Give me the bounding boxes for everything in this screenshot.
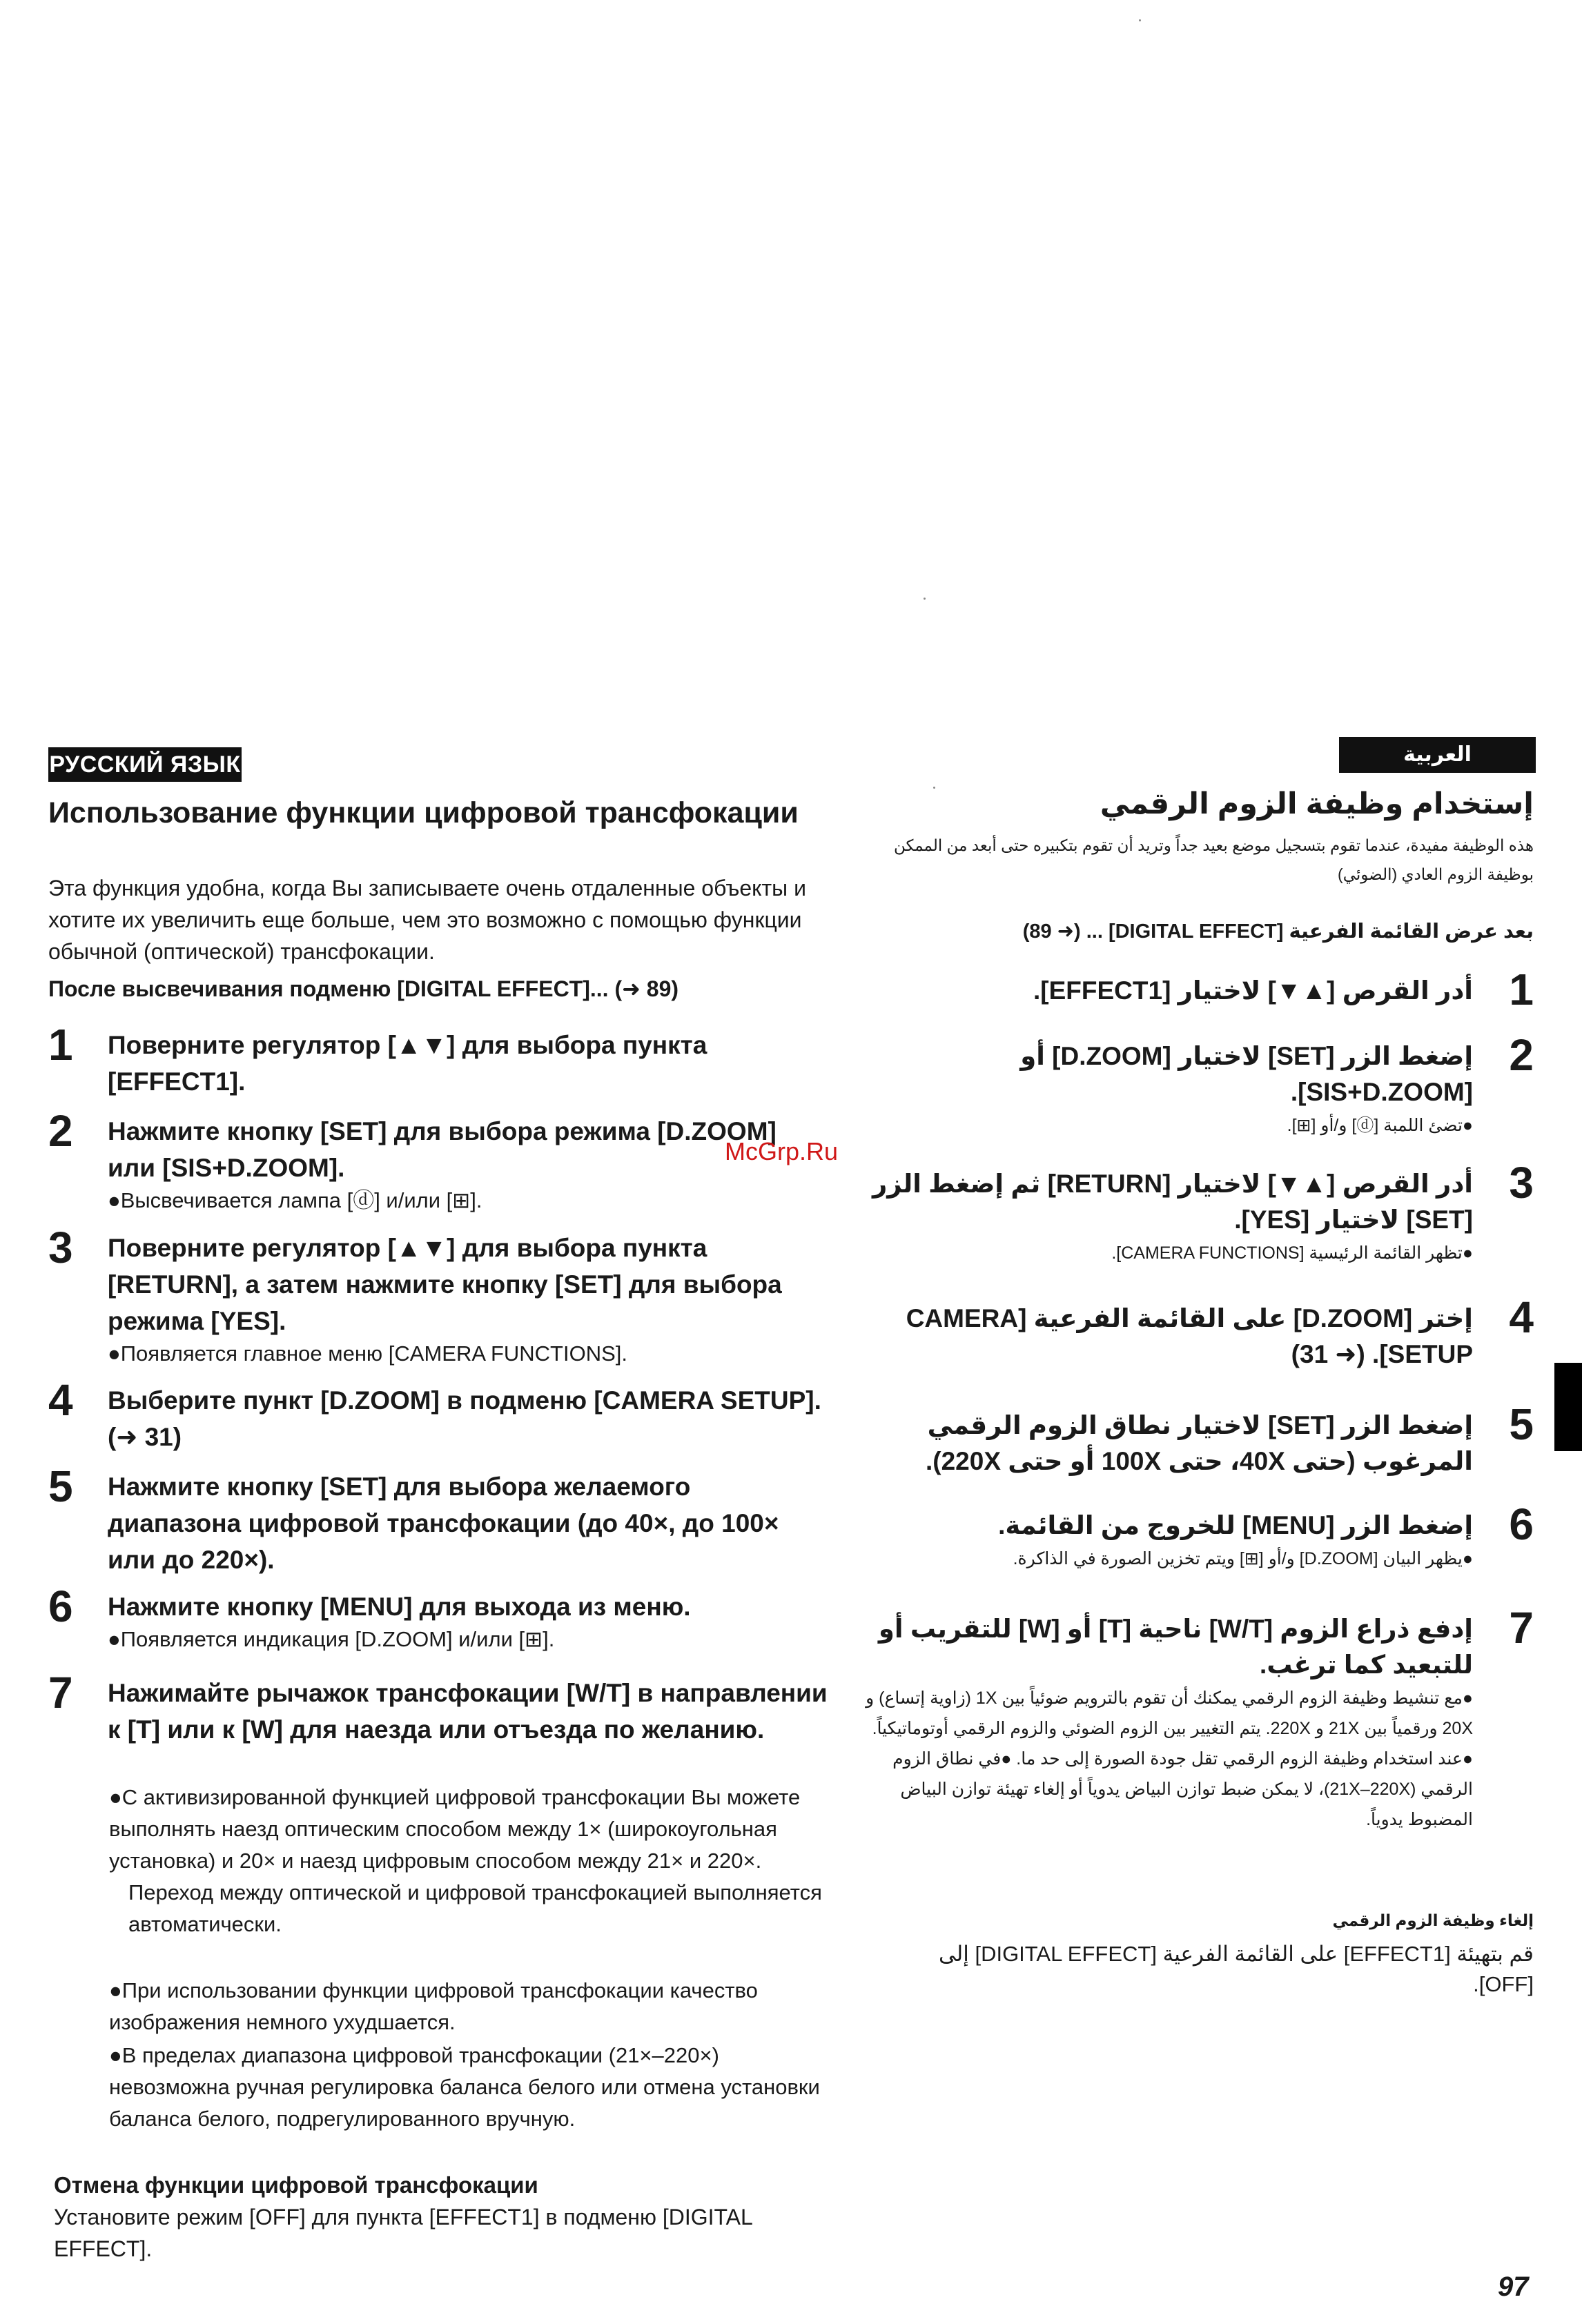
- russian-bullet-3: [109, 2040, 834, 2135]
- section-edge-tab: [1554, 1363, 1582, 1451]
- arabic-step-5: [843, 1399, 1534, 1479]
- arabic-step-1: [843, 965, 1534, 1014]
- step-note: ●Высвечивается лампа [ⓓ] и/или [⊞].: [108, 1188, 482, 1212]
- step-text: Нажмите кнопку [SET] для выбора режима [D.ZOOM] или [SIS+D.ZOOM].: [108, 1117, 777, 1182]
- scan-speck: [924, 598, 926, 600]
- step-text: Нажмите кнопку [SET] для выбора желаемого диапазона цифровой трансфокации (до 40×, до 100× или до 220×).: [108, 1473, 779, 1574]
- arabic-step-2: [843, 1030, 1534, 1141]
- page-number: 97: [1498, 2272, 1529, 2302]
- step-number: 6: [48, 1582, 73, 1631]
- russian-step-2: [48, 1106, 828, 1215]
- step-number: 2: [1509, 1030, 1534, 1080]
- step-number: 7: [1509, 1603, 1534, 1653]
- russian-step-5: [48, 1461, 828, 1578]
- step-text: Поверните регулятор [▲▼] для выбора пункта [RETURN], а затем нажмите кнопку [SET] для выбора режима [YES].: [108, 1234, 782, 1335]
- step-text: إضغط الزر [SET] لاختيار نطاق الزوم الرقمي المرغوب (حتى 40X، حتى 100X أو حتى 220X).: [926, 1411, 1473, 1475]
- step-text: Нажимайте рычажок трансфокации [W/T] в направлении к [T] или к [W] для наезда или отъезда по желанию.: [108, 1679, 828, 1744]
- step-note: ●Появляется индикация [D.ZOOM] и/или [⊞].: [108, 1627, 555, 1651]
- step-note: ●تضئ اللمبة [ⓓ] و/أو [⊞].: [1287, 1116, 1473, 1135]
- arabic-intro: هذه الوظيفة مفيدة، عندما تقوم بتسجيل موضع بعيد جداً وتريد أن تقوم بتكبيره حتى أبعد من الممكن بوظيفة الزوم العادي (الضوئي): [894, 836, 1534, 883]
- step-text: Нажмите кнопку [MENU] для выхода из меню.: [108, 1593, 691, 1621]
- step-text: إختر [D.ZOOM] على القائمة الفرعية [CAMERA SETUP]. (➜ 31): [906, 1304, 1473, 1368]
- russian-language-tag: РУССКИЙ ЯЗЫК: [48, 747, 242, 782]
- step-text: أدر القرص [▲▼] لاختيار [EFFECT1].: [1033, 976, 1473, 1005]
- step-note: ●Появляется главное меню [CAMERA FUNCTIONS].: [108, 1341, 627, 1366]
- arabic-language-tag: العربية: [1339, 737, 1536, 773]
- step-note: ●مع تنشيط وظيفة الزوم الرقمي يمكنك أن تقوم بالترويم ضوئياً بين 1X (زاوية إتساع) و 20X ورقمياً بين 21X و 220X. يتم التغيير بين الزوم الضوئي والزوم الرقمي أوتوماتيكياً. ●عند استخدام وظيفة الزوم الرقمي تقل جودة الصورة إلى حد ما. ●في نطاق الزوم الرقمي (21X–220X)، لا يمكن ضبط توازن البياض يدوياً أو إلغاء تهيئة توازن البياض المضبوط يدوياً.: [866, 1688, 1473, 1829]
- step-text: إضغط الزر [MENU] للخروج من القائمة.: [998, 1511, 1473, 1539]
- step-number: 1: [1509, 965, 1534, 1014]
- watermark: McGrp.Ru: [725, 1137, 839, 1165]
- russian-step-7: [48, 1668, 828, 1748]
- step-number: 3: [1509, 1158, 1534, 1208]
- arabic-cancel-heading: إلغاء وظيفة الزوم الرقمي: [1332, 1911, 1534, 1929]
- step-number: 6: [1509, 1499, 1534, 1549]
- scan-speck: [1139, 19, 1141, 21]
- russian-cancel-heading: Отмена функции цифровой трансфокации: [54, 2172, 538, 2198]
- russian-section-title: Использование функции цифровой трансфокации: [48, 796, 799, 829]
- russian-after-menu-note: После высвечивания подменю [DIGITAL EFFECT]... (➜ 89): [48, 976, 679, 1001]
- step-number: 2: [48, 1106, 73, 1156]
- step-text: Выберите пункт [D.ZOOM] в подменю [CAMERA SETUP]. (➜ 31): [108, 1386, 821, 1451]
- step-text: أدر القرص [▲▼] لاختيار [RETURN] ثم إضغط الزر [SET] لاختيار [YES].: [872, 1170, 1473, 1234]
- bullet-text: ●При использовании функции цифровой трансфокации качество изображения немного ухудшается.: [109, 1978, 758, 2034]
- step-number: 5: [48, 1461, 73, 1511]
- russian-step-4: [48, 1375, 828, 1455]
- step-number: 1: [48, 1020, 73, 1070]
- bullet-subtext: Переход между оптической и цифровой трансфокацией выполняется автоматически.: [128, 1880, 822, 1936]
- arabic-step-6: [843, 1499, 1534, 1574]
- step-note: ●تظهر القائمة الرئيسية [CAMERA FUNCTIONS].: [1111, 1243, 1473, 1263]
- russian-cancel-text: Установите режим [OFF] для пункта [EFFECT1] в подменю [DIGITAL EFFECT].: [54, 2205, 752, 2261]
- arabic-step-4: [843, 1292, 1534, 1372]
- step-text: Поверните регулятор [▲▼] для выбора пункта [EFFECT1].: [108, 1031, 707, 1096]
- step-number: 4: [48, 1375, 73, 1425]
- step-number: 5: [1509, 1399, 1534, 1449]
- step-text: إدفع ذراع الزوم [W/T] ناحية [T] أو [W] للتقريب أو للتبعيد كما ترغب.: [878, 1615, 1473, 1679]
- russian-bullet-2: [109, 1975, 834, 2038]
- bullet-text: ●С активизированной функцией цифровой трансфокации Вы можете выполнять наезд оптическим способом между 1× (широкоугольная установка) и 20× и наезд цифровым способом между 21× и 220×.: [109, 1785, 801, 1873]
- step-text: إضغط الزر [SET] لاختيار [D.ZOOM] أو [SIS+D.ZOOM].: [1020, 1042, 1473, 1106]
- arabic-step-7: [843, 1603, 1534, 1835]
- arabic-after-menu-note: بعد عرض القائمة الفرعية [DIGITAL EFFECT] ... (➜ 89): [1022, 920, 1534, 943]
- russian-bullet-1: [109, 1782, 834, 1940]
- arabic-cancel-text: قم بتهيئة [EFFECT1] على القائمة الفرعية [DIGITAL EFFECT] إلى [OFF].: [938, 1942, 1534, 1996]
- step-number: 4: [1509, 1292, 1534, 1342]
- arabic-step-3: [843, 1158, 1534, 1268]
- arabic-section-title: إستخدام وظيفة الزوم الرقمي: [1100, 787, 1534, 820]
- russian-step-3: [48, 1223, 828, 1368]
- step-number: 3: [48, 1223, 73, 1272]
- step-note: ●يظهر البيان [D.ZOOM] و/أو [⊞] ويتم تخزين الصورة في الذاكرة.: [1013, 1549, 1473, 1568]
- russian-step-1: [48, 1020, 828, 1100]
- bullet-text: ●В пределах диапазона цифровой трансфокации (21×–220×) невозможна ручная регулировка баланса белого или отмена установки баланса белого, подрегулированного вручную.: [109, 2043, 820, 2131]
- russian-intro: Эта функция удобна, когда Вы записываете очень отдаленные объекты и хотите их увеличить еще больше, чем это возможно с помощью функции обычной (оптической) трансфокации.: [48, 876, 806, 964]
- step-number: 7: [48, 1668, 73, 1717]
- russian-step-6: [48, 1582, 828, 1654]
